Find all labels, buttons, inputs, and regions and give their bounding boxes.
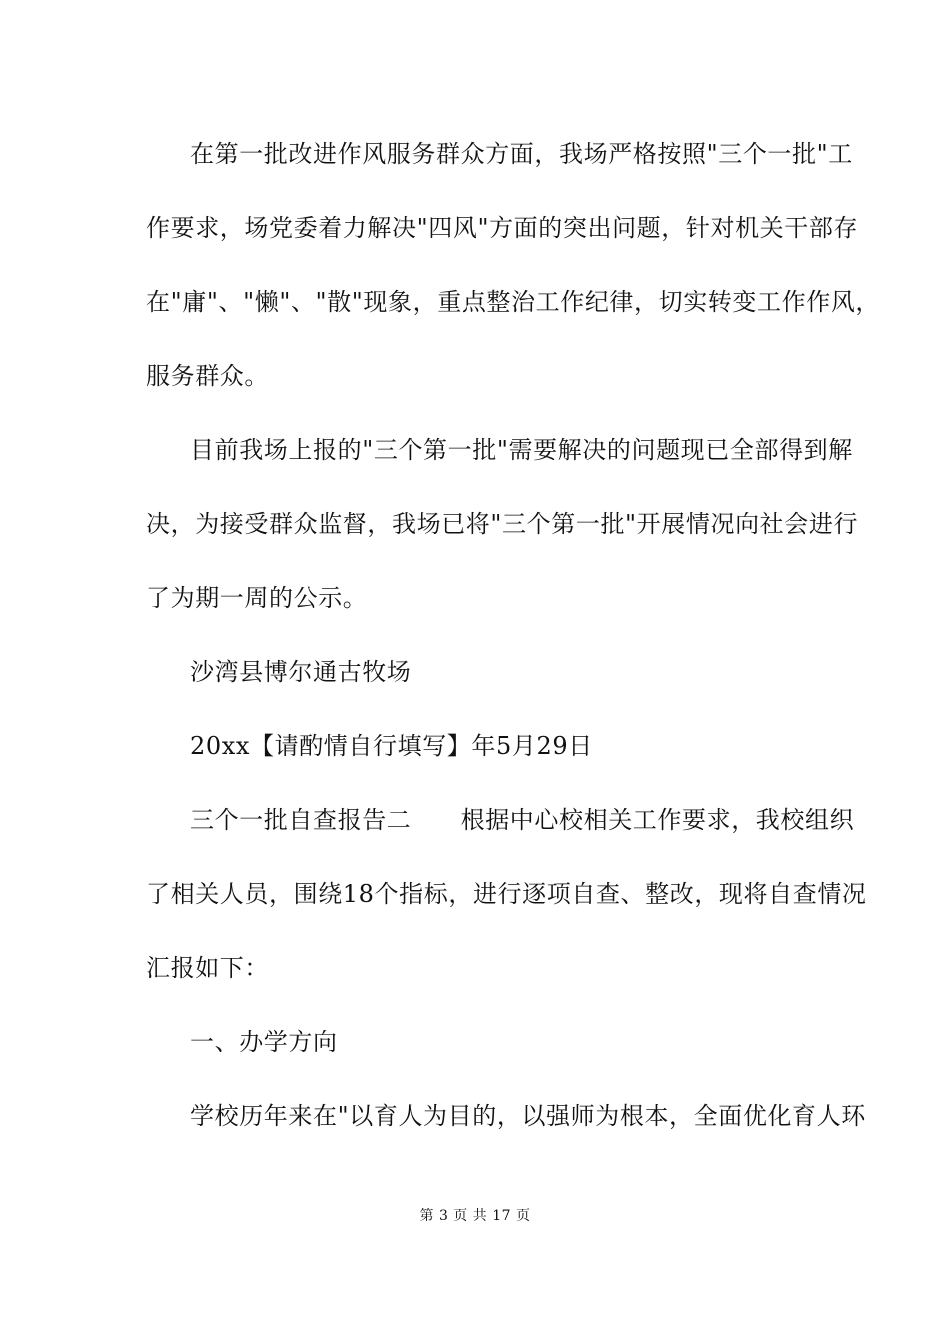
- signature-organization: 沙湾县博尔通古牧场: [190, 658, 412, 686]
- page-number-footer: 第 3 页 共 17 页: [419, 1208, 531, 1224]
- paragraph-line: 汇报如下：: [146, 954, 269, 982]
- paragraph-line: 在"庸"、"懒"、"散"现象，重点整治工作纪律，切实转变工作作风，: [146, 288, 881, 316]
- paragraph-line: 服务群众。: [146, 362, 269, 390]
- paragraph-line: 在第一批改进作风服务群众方面，我场严格按照"三个一批"工: [190, 140, 853, 168]
- signature-date: 20xx【请酌情自行填写】年5月29日: [190, 732, 593, 760]
- paragraph-line: 作要求，场党委着力解决"四风"方面的突出问题，针对机关干部存: [146, 214, 859, 242]
- paragraph-line: 三个一批自查报告二 根据中心校相关工作要求，我校组织: [190, 806, 855, 834]
- paragraph-line: 目前我场上报的"三个第一批"需要解决的问题现已全部得到解: [190, 436, 853, 464]
- paragraph-line: 学校历年来在"以育人为目的，以强师为根本，全面优化育人环: [190, 1102, 866, 1130]
- paragraph-line: 决，为接受群众监督，我场已将"三个第一批"开展情况向社会进行: [146, 510, 859, 538]
- section-heading: 一、办学方向: [190, 1028, 338, 1056]
- paragraph-line: 了为期一周的公示。: [146, 584, 368, 612]
- paragraph-line: 了相关人员，围绕18个指标，进行逐项自查、整改，现将自查情况: [146, 880, 867, 908]
